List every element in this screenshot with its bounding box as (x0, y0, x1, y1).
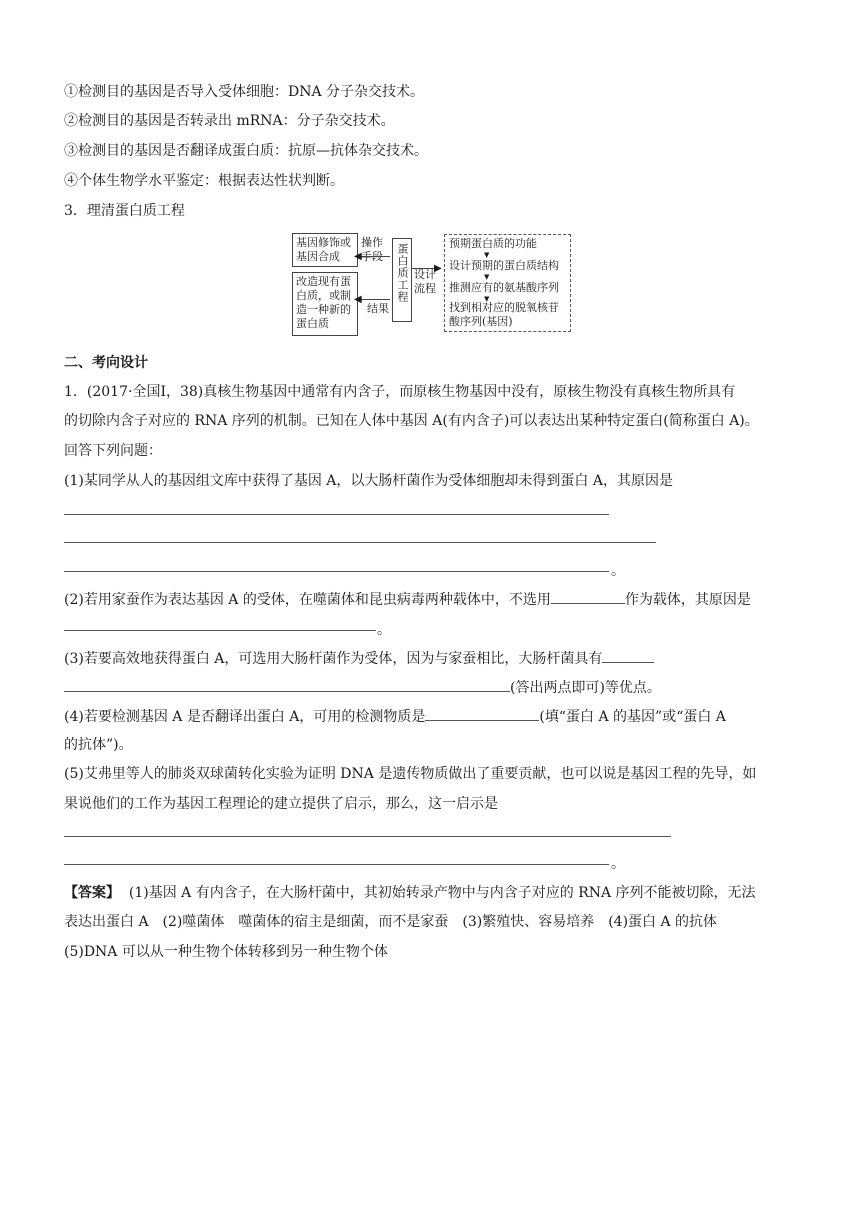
answer-label: 【答案】 (64, 885, 120, 901)
answer-blank-1c[interactable] (64, 571, 609, 572)
q1-part-2-text-a: (2)若用家蚕作为表达基因 A 的受体，在噬菌体和昆虫病毒两种载体中，不选用 (64, 592, 551, 608)
answer-blank-1b[interactable] (64, 542, 656, 543)
text-line-1: ①检测目的基因是否导入受体细胞：DNA 分子杂交技术。 (64, 84, 425, 100)
answer-blank-4[interactable] (425, 706, 539, 721)
q1-part-2-text-b: 作为载体，其原因是 (624, 592, 751, 608)
result-box: 改造现有蛋白质，或制造一种新的蛋白质 (292, 272, 358, 336)
text-line-5: 3．理清蛋白质工程 (64, 203, 185, 219)
operation-label: 操作手段 (361, 236, 383, 263)
q1-part-3b (64, 677, 661, 698)
q1-intro-2: 的切除内含子对应的 RNA 序列的机制。已知在人体中基因 A(有内含子)可以表达出某种特定蛋白(简称蛋白 A)。 (64, 413, 759, 429)
answer-blank-5a[interactable] (64, 836, 671, 837)
q1-part-3-text-b: (答出两点即可)等优点。 (510, 680, 661, 696)
answer-blank-3a[interactable] (602, 648, 654, 663)
text-line-2: ②检测目的基因是否转录出 mRNA：分子杂交技术。 (64, 113, 395, 129)
q1-intro-3: 回答下列问题： (64, 443, 162, 459)
answer-text-1: (1)基因 A 有内含子，在大肠杆菌中，其初始转录产物中与内含子对应的 RNA 序列不能被切除，无法 (128, 885, 756, 901)
step-1: 预期蛋白质的功能 (449, 237, 537, 250)
protein-engineering-box: 蛋白质工程 (392, 238, 412, 322)
arrow-op-line (360, 256, 390, 257)
answer-blank-1a[interactable] (64, 514, 609, 515)
down-arrow-icon-3: ▼ (484, 295, 490, 303)
answer-blank-3b[interactable] (64, 677, 510, 692)
answer-line-1 (64, 883, 756, 903)
q1-part-3 (64, 648, 654, 669)
q1-part-1: (1)某同学从人的基因组文库中获得了基因 A，以大肠杆菌作为受体细胞却未得到蛋白 A，其原因是 (64, 473, 673, 489)
answer-blank-5b[interactable] (64, 864, 609, 865)
arrow-left-icon-2: ◀ (354, 294, 362, 305)
arrow-left-icon: ◀ (354, 251, 362, 262)
step-2: 设计预期的蛋白质结构 (449, 259, 559, 272)
period-2: 。 (377, 622, 391, 638)
text-line-3: ③检测目的基因是否翻译成蛋白质：抗原—抗体杂交技术。 (64, 143, 428, 159)
design-flow-label: 设计流程 (414, 268, 436, 295)
step-3: 推测应有的氨基酸序列 (449, 281, 559, 294)
q1-part-5b: 果说他们的工作为基因工程理论的建立提供了启示，那么，这一启示是 (64, 796, 498, 812)
period-5: 。 (611, 856, 625, 872)
down-arrow-icon-1: ▼ (484, 251, 490, 259)
q1-part-4 (64, 706, 726, 727)
arrow-result-line (360, 299, 390, 300)
answer-blank-2b[interactable] (64, 630, 376, 631)
step-4: 找到相对应的脱氧核苷酸序列(基因) (449, 301, 559, 328)
result-label: 结果 (367, 302, 389, 315)
gene-modification-box: 基因修饰或基因合成 (292, 233, 358, 267)
q1-part-3-text-a: (3)若要高效地获得蛋白 A，可选用大肠杆菌作为受体，因为与家蚕相比，大肠杆菌具有 (64, 651, 603, 667)
text-line-4: ④个体生物学水平鉴定：根据表达性状判断。 (64, 173, 344, 189)
q1-part-2 (64, 589, 751, 610)
q1-part-4c: 的抗体”)。 (64, 737, 133, 753)
q1-part-4-text-b: (填“蛋白 A 的基因”或“蛋白 A (539, 709, 726, 725)
down-arrow-icon-2: ▼ (484, 273, 490, 281)
answer-line-3: (5)DNA 可以从一种生物个体转移到另一种生物个体 (64, 944, 388, 960)
q1-part-4-text-a: (4)若要检测基因 A 是否翻译出蛋白 A，可用的检测物质是 (64, 709, 426, 725)
q1-intro-1: 1．(2017·全国Ⅰ，38)真核生物基因中通常有内含子，而原核生物基因中没有，原核生物没有真核生物所具有 (64, 384, 736, 400)
answer-line-2: 表达出蛋白 A (2)噬菌体 噬菌体的宿主是细菌，而不是家蚕 (3)繁殖快、容易培养 (4)蛋白 A 的抗体 (64, 914, 718, 930)
q1-part-5a: (5)艾弗里等人的肺炎双球菌转化实验为证明 DNA 是遗传物质做出了重要贡献，也可以说是基因工程的先导，如 (64, 766, 757, 782)
arrow-right-icon: ▶ (434, 263, 442, 274)
period-1: 。 (611, 563, 625, 579)
answer-blank-2a[interactable] (551, 589, 625, 604)
section-title: 二、考向设计 (64, 355, 148, 371)
